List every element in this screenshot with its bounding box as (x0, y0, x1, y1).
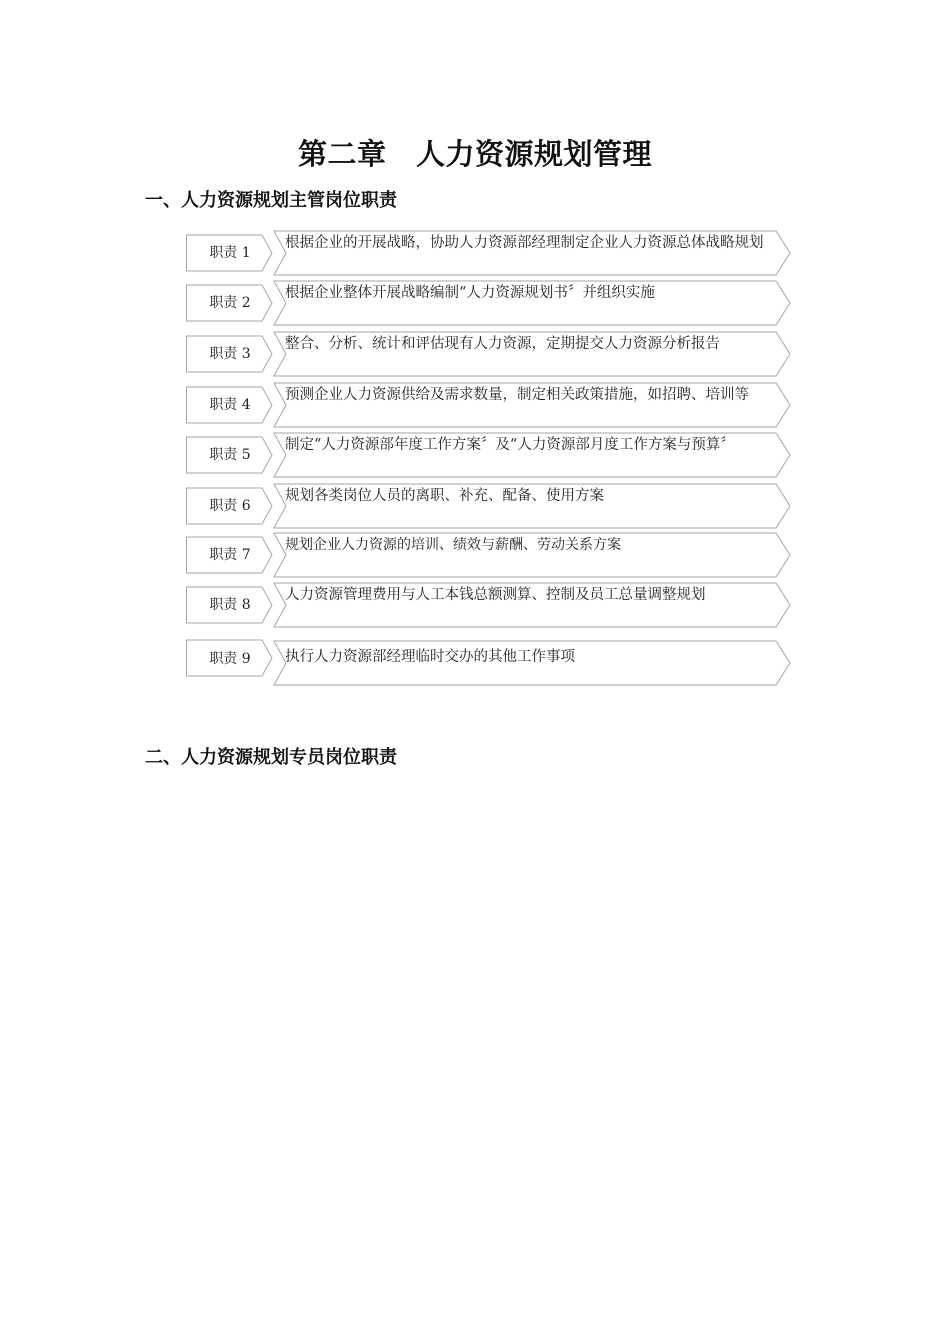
duty-item (186, 483, 796, 529)
duty-text: 根据企业整体开展战略编制“人力资源规划书〞并组织实施 (285, 285, 655, 301)
duty-item (186, 230, 796, 276)
duty-label: 职责 2 (209, 295, 251, 311)
duty-text: 规划企业人力资源的培训、绩效与薪酬、劳动关系方案 (285, 537, 621, 553)
duty-label: 职责 5 (209, 447, 251, 463)
duty-label: 职责 1 (209, 245, 251, 261)
duty-item (186, 382, 796, 428)
duty-text: 规划各类岗位人员的离职、补充、配备、使用方案 (285, 488, 604, 504)
duty-item (186, 532, 796, 578)
duty-item (186, 640, 796, 686)
duty-label: 职责 7 (209, 547, 251, 563)
duty-label: 职责 8 (209, 597, 251, 613)
section-heading-supervisor-duties: 一、人力资源规划主管岗位职责 (145, 190, 397, 211)
chapter-title: 第二章 人力资源规划管理 (297, 137, 652, 171)
duty-item (186, 331, 796, 377)
duty-label: 职责 4 (209, 397, 251, 413)
duty-label: 职责 6 (209, 498, 251, 514)
duty-label: 职责 3 (209, 346, 251, 362)
duty-text: 执行人力资源部经理临时交办的其他工作事项 (285, 649, 575, 665)
duty-item (186, 582, 796, 628)
duty-text: 预测企业人力资源供给及需求数量，制定相关政策措施，如招聘、培训等 (285, 387, 749, 403)
duty-text: 人力资源管理费用与人工本钱总额测算、控制及员工总量调整规划 (285, 587, 706, 603)
section-heading-specialist-duties: 二、人力资源规划专员岗位职责 (145, 747, 397, 768)
duty-text: 根据企业的开展战略，协助人力资源部经理制定企业人力资源总体战略规划 (285, 235, 764, 251)
duty-text: 制定“人力资源部年度工作方案〞及“人力资源部月度工作方案与预算〞 (285, 437, 735, 453)
duty-label: 职责 9 (209, 651, 251, 667)
duty-text: 整合、分析、统计和评估现有人力资源，定期提交人力资源分析报告 (285, 336, 720, 352)
duty-item (186, 432, 796, 478)
duty-item (186, 280, 796, 326)
